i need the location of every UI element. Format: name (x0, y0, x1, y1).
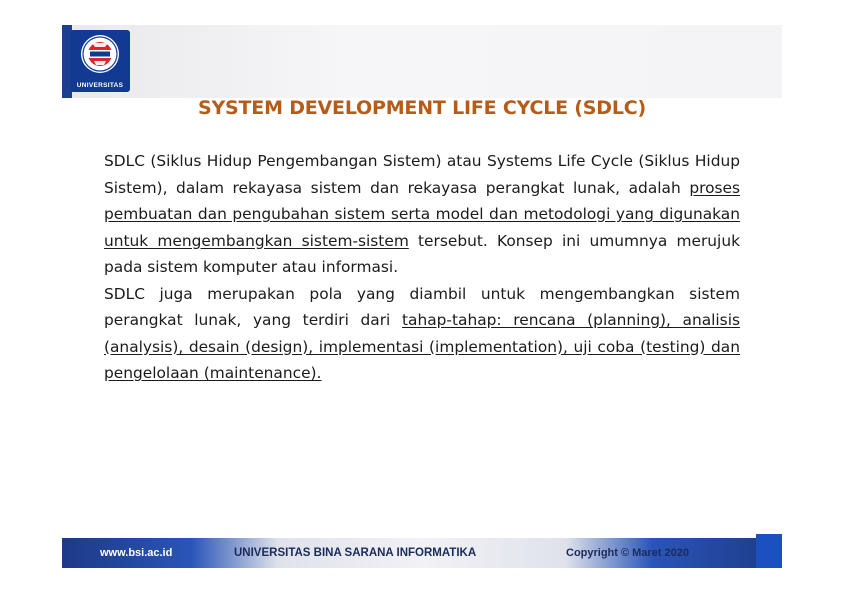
footer-university-name: UNIVERSITAS BINA SARANA INFORMATIKA (234, 547, 477, 559)
footer-accent-tab (756, 534, 782, 568)
paragraph-definition-underlined: proses pembuatan dan pengubahan sistem serta model dan metodologi yang digunakan untuk mengembangkan sistem-sistem (104, 178, 740, 250)
footer-bar (62, 538, 782, 568)
paragraph-definition-tail: tersebut. Konsep ini umumnya merujuk pada sistem komputer atau informasi. (104, 231, 740, 276)
page-title: SYSTEM DEVELOPMENT LIFE CYCLE (SDLC) (198, 97, 646, 119)
paragraph-stages-lead: SDLC juga merupakan pola yang diambil untuk mengembangkan sistem perangkat lunak, yang terdiri dari (104, 284, 740, 329)
paragraph-stages-underlined: tahap-tahap: rencana (planning), analisis (analysis), desain (design), implementasi (implementation), uji coba (testing) dan pengelolaan (maintenance). (104, 311, 740, 382)
footer-copyright: Copyright © Maret 2020 (566, 547, 690, 559)
footer-url: www.bsi.ac.id (100, 547, 173, 559)
university-logo (70, 30, 130, 92)
university-emblem-icon (70, 30, 130, 82)
paragraph-definition-lead: SDLC (Siklus Hidup Pengembangan Sistem) atau Systems Life Cycle (Siklus Hidup Sistem), dalam rekayasa sistem dan rekayasa perangkat lunak, adalah (104, 152, 740, 197)
paragraph-stages (104, 281, 740, 387)
slide-body (104, 148, 740, 387)
logo-caption: UNIVERSITAS (76, 82, 124, 89)
header-band (62, 25, 782, 98)
paragraph-definition (104, 148, 740, 281)
